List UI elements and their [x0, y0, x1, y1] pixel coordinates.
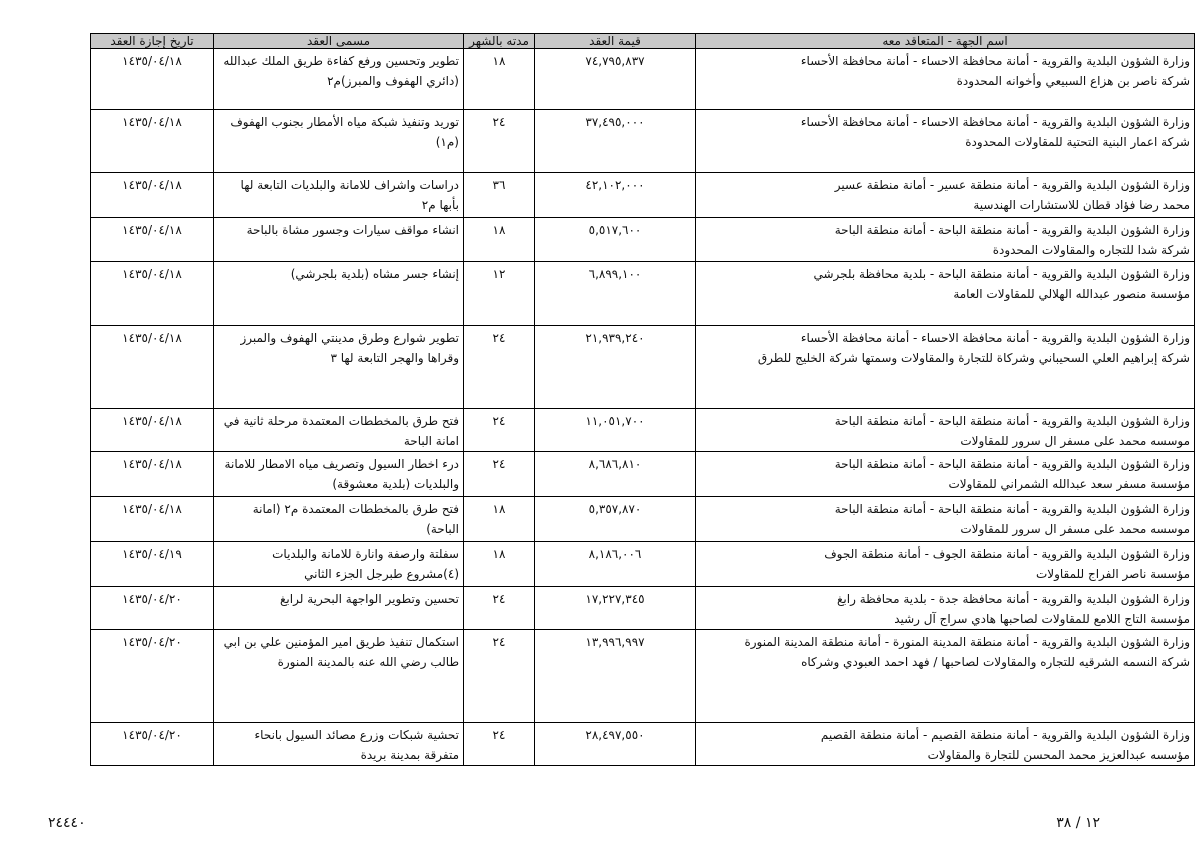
date-cell: ١٤٣٥/٠٤/١٨ [91, 497, 214, 542]
header-date: تاريخ إجازة العقد [91, 34, 214, 49]
party-cell [696, 452, 1195, 497]
name-cell: توريد وتنفيذ شبكة مياه الأمطار بجنوب الهفوف (م١) [214, 110, 464, 173]
authority-text: وزارة الشؤون البلدية والقروية - أمانة منطقة الباحة - أمانة منطقة الباحة [834, 457, 1190, 471]
table-row [91, 723, 1195, 766]
name-cell: درء اخطار السيول وتصريف مياه الامطار للامانة والبلديات (بلدية معشوقة) [214, 452, 464, 497]
party-cell [696, 110, 1195, 173]
party-cell [696, 542, 1195, 587]
date-cell: ١٤٣٥/٠٤/٢٠ [91, 587, 214, 630]
contractor-text: مؤسسة منصور عبدالله الهلالي للمقاولات العامة [953, 287, 1190, 301]
name-cell: تطوير وتحسين ورفع كفاءة طريق الملك عبدالله (دائري الهفوف والمبرز)م٢ [214, 49, 464, 110]
authority-text: وزارة الشؤون البلدية والقروية - أمانة محافظة جدة - بلدية محافظة رابغ [837, 592, 1190, 606]
table-row [91, 49, 1195, 110]
header-party: اسم الجهة - المتعاقد معه [696, 34, 1195, 49]
authority-text: وزارة الشؤون البلدية والقروية - أمانة منطقة القصيم - أمانة منطقة القصيم [820, 728, 1190, 742]
contractor-text: شركة إبراهيم العلي السحيباني وشركاة للتجارة والمقاولات وسمتها شركة الخليج للطرق [757, 351, 1190, 365]
duration-cell: ٢٤ [464, 587, 535, 630]
table-row [91, 326, 1195, 409]
party-cell [696, 49, 1195, 110]
duration-cell: ١٢ [464, 262, 535, 326]
duration-cell: ٢٤ [464, 110, 535, 173]
name-cell: استكمال تنفيذ طريق امير المؤمنين علي بن ابي طالب رضي الله عنه بالمدينة المنورة [214, 630, 464, 723]
contractor-text: مؤسسة ناصر الفراج للمقاولات [1035, 567, 1190, 581]
table-row [91, 173, 1195, 218]
contractor-text: شركة اعمار البنية التحتية للمقاولات المحدودة [965, 135, 1190, 149]
name-cell: فتح طرق بالمخططات المعتمدة م٢ (امانة الباحة) [214, 497, 464, 542]
duration-cell: ٢٤ [464, 723, 535, 766]
date-cell: ١٤٣٥/٠٤/١٨ [91, 49, 214, 110]
value-cell: ٢٨,٤٩٧,٥٥٠ [535, 723, 696, 766]
name-cell: تحسين وتطوير الواجهة البحرية لرابغ [214, 587, 464, 630]
header-name: مسمى العقد [214, 34, 464, 49]
document-number: ٢٤٤٤٠ [48, 815, 86, 831]
date-cell: ١٤٣٥/٠٤/٢٠ [91, 723, 214, 766]
name-cell: انشاء مواقف سيارات وجسور مشاة بالباحة [214, 218, 464, 262]
value-cell: ٦,٨٩٩,١٠٠ [535, 262, 696, 326]
value-cell: ٧٤,٧٩٥,٨٣٧ [535, 49, 696, 110]
authority-text: وزارة الشؤون البلدية والقروية - أمانة محافظة الاحساء - أمانة محافظة الأحساء [800, 115, 1190, 129]
header-value: قيمة العقد [535, 34, 696, 49]
table-row [91, 110, 1195, 173]
contractor-text: مؤسسه عبدالعزيز محمد المحسن للتجارة والمقاولات [927, 748, 1190, 762]
date-cell: ١٤٣٥/٠٤/١٨ [91, 452, 214, 497]
party-cell [696, 723, 1195, 766]
table-row [91, 542, 1195, 587]
contractor-text: شركة شدا للتجاره والمقاولات المحدودة [992, 243, 1190, 257]
date-cell: ١٤٣٥/٠٤/١٨ [91, 110, 214, 173]
value-cell: ٥,٣٥٧,٨٧٠ [535, 497, 696, 542]
authority-text: وزارة الشؤون البلدية والقروية - أمانة منطقة الجوف - أمانة منطقة الجوف [824, 547, 1190, 561]
duration-cell: ٣٦ [464, 173, 535, 218]
authority-text: وزارة الشؤون البلدية والقروية - أمانة منطقة عسير - أمانة منطقة عسير [834, 178, 1190, 192]
authority-text: وزارة الشؤون البلدية والقروية - أمانة محافظة الاحساء - أمانة محافظة الأحساء [800, 331, 1190, 345]
header-duration: مدته بالشهر [464, 34, 535, 49]
contractor-text: شركة النسمه الشرقيه للتجاره والمقاولات لصاحبها / فهد احمد العبودي وشركاه [801, 655, 1190, 669]
value-cell: ٣٧,٤٩٥,٠٠٠ [535, 110, 696, 173]
party-cell [696, 630, 1195, 723]
contractor-text: موسسه محمد على مسفر ال سرور للمقاولات [960, 434, 1190, 448]
contractor-text: محمد رضا فؤاد قطان للاستشارات الهندسية [973, 198, 1190, 212]
contractor-text: مؤسسة مسفر سعد عبدالله الشمراني للمقاولات [948, 477, 1190, 491]
duration-cell: ٢٤ [464, 409, 535, 452]
table-header-row [91, 34, 1195, 49]
date-cell: ١٤٣٥/٠٤/١٨ [91, 326, 214, 409]
table-row [91, 630, 1195, 723]
contractor-text: مؤسسة التاج اللامع للمقاولات لصاحبها هادي سراج آل رشيد [894, 612, 1190, 626]
duration-cell: ١٨ [464, 49, 535, 110]
duration-cell: ١٨ [464, 218, 535, 262]
duration-cell: ٢٤ [464, 326, 535, 409]
date-cell: ١٤٣٥/٠٤/٢٠ [91, 630, 214, 723]
authority-text: وزارة الشؤون البلدية والقروية - أمانة منطقة الباحة - أمانة منطقة الباحة [834, 502, 1190, 516]
contractor-text: شركة ناصر بن هزاع السبيعي وأخوانه المحدودة [956, 74, 1190, 88]
party-cell [696, 497, 1195, 542]
date-cell: ١٤٣٥/٠٤/١٩ [91, 542, 214, 587]
table-row [91, 409, 1195, 452]
name-cell: تطوير شوارع وطرق مدينتي الهفوف والمبرز وقراها والهجر التابعة لها ٣ [214, 326, 464, 409]
authority-text: وزارة الشؤون البلدية والقروية - أمانة منطقة المدينة المنورة - أمانة منطقة المدينة المنورة [744, 635, 1190, 649]
value-cell: ١٣,٩٩٦,٩٩٧ [535, 630, 696, 723]
name-cell: سفلتة وارصفة وانارة للامانة والبلديات (٤)مشروع طبرجل الجزء الثاني [214, 542, 464, 587]
page-number: ١٢ / ٣٨ [1056, 815, 1100, 831]
party-cell [696, 173, 1195, 218]
name-cell: دراسات واشراف للامانة والبلديات التابعة لها بأبها م٢ [214, 173, 464, 218]
authority-text: وزارة الشؤون البلدية والقروية - أمانة محافظة الاحساء - أمانة محافظة الأحساء [800, 54, 1190, 68]
date-cell: ١٤٣٥/٠٤/١٨ [91, 262, 214, 326]
date-cell: ١٤٣٥/٠٤/١٨ [91, 218, 214, 262]
name-cell: فتح طرق بالمخططات المعتمدة مرحلة ثانية في امانة الباحة [214, 409, 464, 452]
party-cell [696, 409, 1195, 452]
authority-text: وزارة الشؤون البلدية والقروية - أمانة منطقة الباحة - أمانة منطقة الباحة [834, 414, 1190, 428]
value-cell: ٢١,٩٣٩,٢٤٠ [535, 326, 696, 409]
table-row [91, 452, 1195, 497]
duration-cell: ٢٤ [464, 452, 535, 497]
name-cell: تحشية شبكات وزرع مصائد السيول بانحاء متفرقة بمدينة بريدة [214, 723, 464, 766]
table-row [91, 218, 1195, 262]
contractor-text: موسسه محمد على مسفر ال سرور للمقاولات [960, 522, 1190, 536]
authority-text: وزارة الشؤون البلدية والقروية - أمانة منطقة الباحة - أمانة منطقة الباحة [834, 223, 1190, 237]
contracts-table [90, 33, 1195, 766]
date-cell: ١٤٣٥/٠٤/١٨ [91, 409, 214, 452]
duration-cell: ١٨ [464, 542, 535, 587]
duration-cell: ٢٤ [464, 630, 535, 723]
party-cell [696, 262, 1195, 326]
authority-text: وزارة الشؤون البلدية والقروية - أمانة منطقة الباحة - بلدية محافظة بلجرشي [813, 267, 1190, 281]
table-row [91, 587, 1195, 630]
value-cell: ٤٢,١٠٢,٠٠٠ [535, 173, 696, 218]
party-cell [696, 587, 1195, 630]
party-cell [696, 218, 1195, 262]
party-cell [696, 326, 1195, 409]
value-cell: ٨,١٨٦,٠٠٦ [535, 542, 696, 587]
value-cell: ١٧,٢٢٧,٣٤٥ [535, 587, 696, 630]
table-row [91, 262, 1195, 326]
date-cell: ١٤٣٥/٠٤/١٨ [91, 173, 214, 218]
name-cell: إنشاء جسر مشاه (بلدية بلجرشي) [214, 262, 464, 326]
duration-cell: ١٨ [464, 497, 535, 542]
value-cell: ٨,٦٨٦,٨١٠ [535, 452, 696, 497]
value-cell: ١١,٠٥١,٧٠٠ [535, 409, 696, 452]
value-cell: ٥,٥١٧,٦٠٠ [535, 218, 696, 262]
table-row [91, 497, 1195, 542]
